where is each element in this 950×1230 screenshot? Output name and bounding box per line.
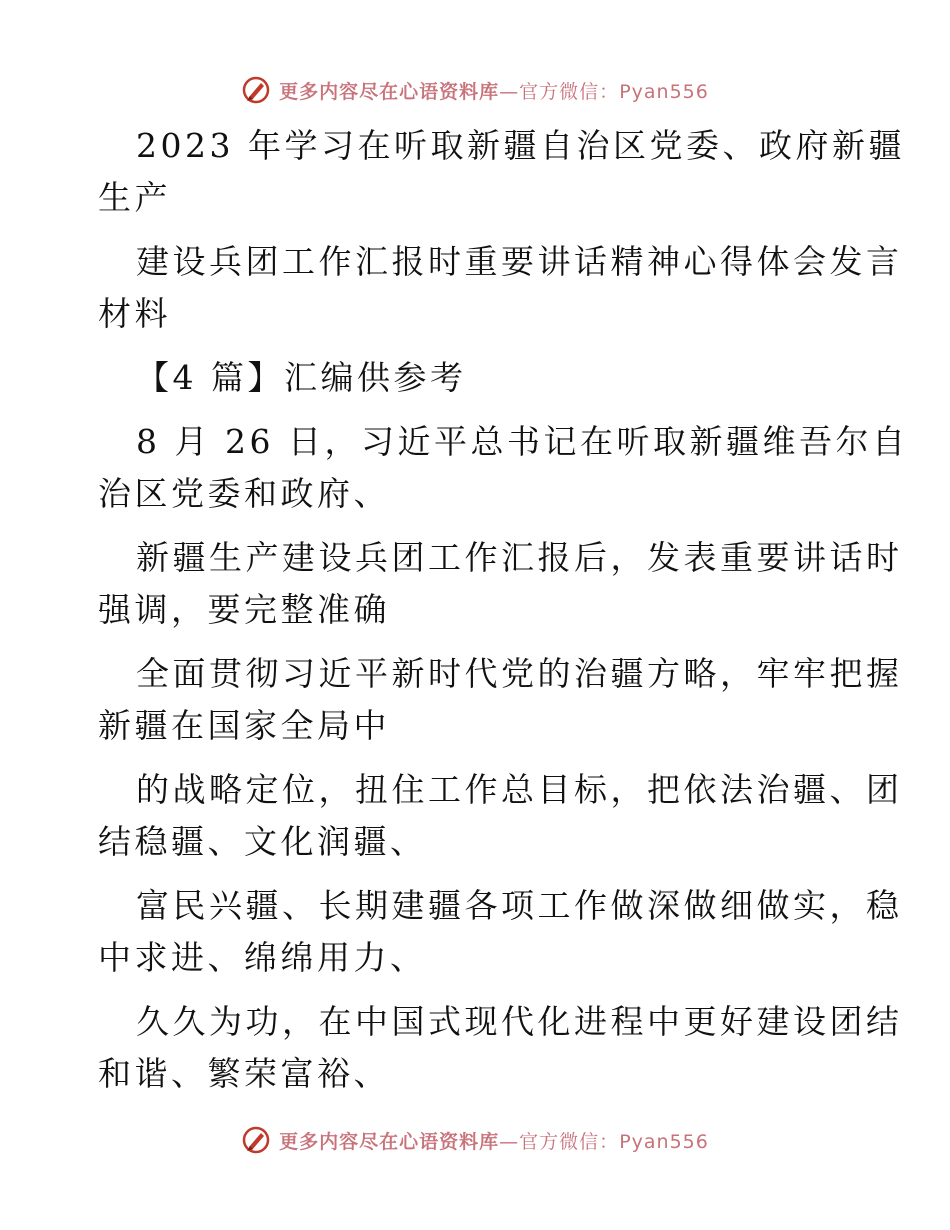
pen-logo-icon — [241, 75, 271, 105]
title-line-4: 材料 — [98, 294, 171, 333]
paragraph-line: 结稳疆、文化润疆、 — [98, 822, 427, 861]
paragraph-line: 中求进、绵绵用力、 — [98, 938, 427, 977]
paragraph-line: 的战略定位，扭住工作总目标，把依法治疆、团 — [136, 770, 903, 809]
watermark-wechat-label: 官方微信： — [519, 1130, 620, 1153]
document-body — [98, 124, 909, 1116]
paragraph-line: 久久为功，在中国式现代化进程中更好建设团结 — [136, 1002, 903, 1041]
watermark-text — [279, 1127, 709, 1154]
paragraph-line: 治区党委和政府、 — [98, 474, 390, 513]
watermark-wechat-label: 官方微信： — [519, 80, 620, 103]
paragraph-line: 和谐、繁荣富裕、 — [98, 1054, 390, 1093]
footer-watermark-banner — [0, 1120, 950, 1160]
watermark-dash: — — [499, 1130, 520, 1153]
watermark-text — [279, 77, 709, 104]
paragraph-line: 强调，要完整准确 — [98, 590, 390, 629]
header-watermark-banner — [0, 70, 950, 110]
title-line-1: 2023 年学习在听取新疆自治区党委、政府新疆 — [136, 126, 905, 165]
pen-logo-icon — [241, 1125, 271, 1155]
watermark-lead: 更多内容尽在心语资料库 — [279, 80, 500, 103]
paragraph-line: 富民兴疆、长期建疆各项工作做深做细做实，稳 — [136, 886, 903, 925]
subtitle-line: 【4 篇】汇编供参考 — [136, 358, 467, 397]
paragraph-line: 全面贯彻习近平新时代党的治疆方略，牢牢把握 — [136, 654, 903, 693]
title-line-3: 建设兵团工作汇报时重要讲话精神心得体会发言 — [136, 242, 903, 281]
watermark-wechat-id: Pyan556 — [619, 80, 709, 103]
watermark-wechat-id: Pyan556 — [619, 1130, 709, 1153]
watermark-lead: 更多内容尽在心语资料库 — [279, 1130, 500, 1153]
watermark-dash: — — [499, 80, 520, 103]
paragraph-line: 新疆生产建设兵团工作汇报后，发表重要讲话时 — [136, 538, 903, 577]
title-line-2: 生产 — [98, 178, 171, 217]
paragraph-line: 新疆在国家全局中 — [98, 706, 390, 745]
paragraph-line: 8 月 26 日，习近平总书记在听取新疆维吾尔自 — [136, 422, 909, 461]
